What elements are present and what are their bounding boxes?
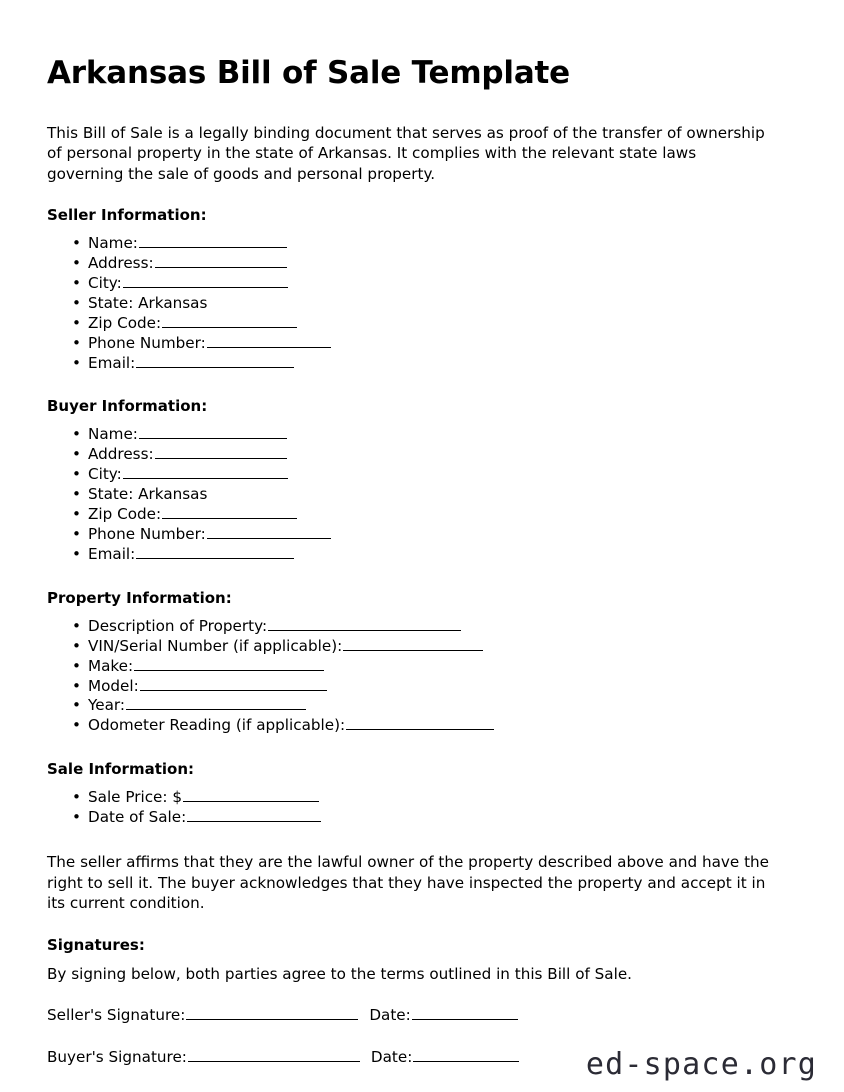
field-label: Odometer Reading (if applicable): [88,716,346,735]
list-item [47,294,772,314]
list-item [47,505,772,525]
list-item [47,525,772,545]
list-item [47,234,772,254]
field-label: Model: [88,676,139,695]
field-label: Make: [88,656,134,675]
field-label: Zip Code: [88,505,162,524]
list-item [47,274,772,294]
fill-in-blank[interactable] [268,617,461,630]
fill-in-blank[interactable] [155,446,287,459]
date-blank[interactable] [412,1007,518,1020]
seller-information-heading: Seller Information: [47,206,207,225]
fill-in-blank[interactable] [183,789,319,802]
sale-information-heading: Sale Information: [47,760,194,779]
field-label: City: [88,465,122,484]
date-label: Date: [369,1006,411,1025]
page-title: Arkansas Bill of Sale Template [47,55,570,91]
signatures-intro: By signing below, both parties agree to the terms outlined in this Bill of Sale. [47,964,632,983]
fill-in-blank[interactable] [187,809,321,822]
fill-in-blank[interactable] [139,426,287,439]
list-item [47,545,772,565]
buyer-field-list [47,425,772,564]
field-value: Arkansas [133,293,208,312]
fill-in-blank[interactable] [155,255,287,268]
list-item [47,637,772,657]
field-label: Name: [88,425,138,444]
field-label: Email: [88,544,136,563]
list-item [47,617,772,637]
fill-in-blank[interactable] [123,466,288,479]
signature-row [47,1006,772,1026]
field-label: Date of Sale: [88,808,187,827]
field-label: Sale Price: $ [88,788,182,807]
signature-label: Buyer's Signature: [47,1047,187,1066]
field-label: City: [88,273,122,292]
fill-in-blank[interactable] [136,354,294,367]
property-field-list [47,617,772,736]
fill-in-blank[interactable] [136,545,294,558]
field-value: Arkansas [133,485,208,504]
fill-in-blank[interactable] [139,235,287,248]
field-label: Description of Property: [88,616,268,635]
fill-in-blank[interactable] [346,717,494,730]
list-item [47,334,772,354]
seller-field-list [47,234,772,373]
intro-paragraph: This Bill of Sale is a legally binding document that serves as proof of the transfer of ownership of personal property in the state of Arkansas. It complies with the relevant state laws governing the sale of goods and personal property. [47,123,765,183]
property-information-heading: Property Information: [47,588,232,607]
list-item [47,808,772,828]
field-label: Address: [88,254,154,273]
fill-in-blank[interactable] [140,677,327,690]
field-label: State: [88,485,134,504]
affirmation-paragraph: The seller affirms that they are the lawful owner of the property described above and have the right to sell it. The buyer acknowledges that they have inspected the property and accept it in its current condition. [47,853,769,913]
field-label: Email: [88,353,136,372]
fill-in-blank[interactable] [123,275,288,288]
fill-in-blank[interactable] [162,506,297,519]
signature-label: Seller's Signature: [47,1006,186,1025]
field-label: Phone Number: [88,333,206,352]
list-item [47,314,772,334]
list-item [47,445,772,465]
field-label: Address: [88,445,154,464]
list-item [47,696,772,716]
list-item [47,677,772,697]
list-item [47,485,772,505]
list-item [47,788,772,808]
list-item [47,425,772,445]
sale-field-list [47,788,772,828]
date-label: Date: [370,1047,413,1066]
field-label: Year: [88,696,126,715]
fill-in-blank[interactable] [126,697,306,710]
field-label: Zip Code: [88,313,162,332]
list-item [47,657,772,677]
fill-in-blank[interactable] [207,526,331,539]
watermark: ed-space.org [585,1047,817,1082]
signatures-heading: Signatures: [47,935,145,954]
buyer-information-heading: Buyer Information: [47,397,208,416]
field-label: State: [88,293,134,312]
list-item [47,254,772,274]
list-item [47,716,772,736]
field-label: VIN/Serial Number (if applicable): [88,636,343,655]
fill-in-blank[interactable] [207,334,331,347]
signature-blank[interactable] [188,1049,360,1062]
signature-blank[interactable] [186,1007,358,1020]
fill-in-blank[interactable] [162,314,297,327]
list-item [47,354,772,374]
date-blank[interactable] [413,1049,519,1062]
list-item [47,465,772,485]
fill-in-blank[interactable] [134,657,324,670]
field-label: Phone Number: [88,525,206,544]
fill-in-blank[interactable] [343,637,483,650]
field-label: Name: [88,234,138,253]
